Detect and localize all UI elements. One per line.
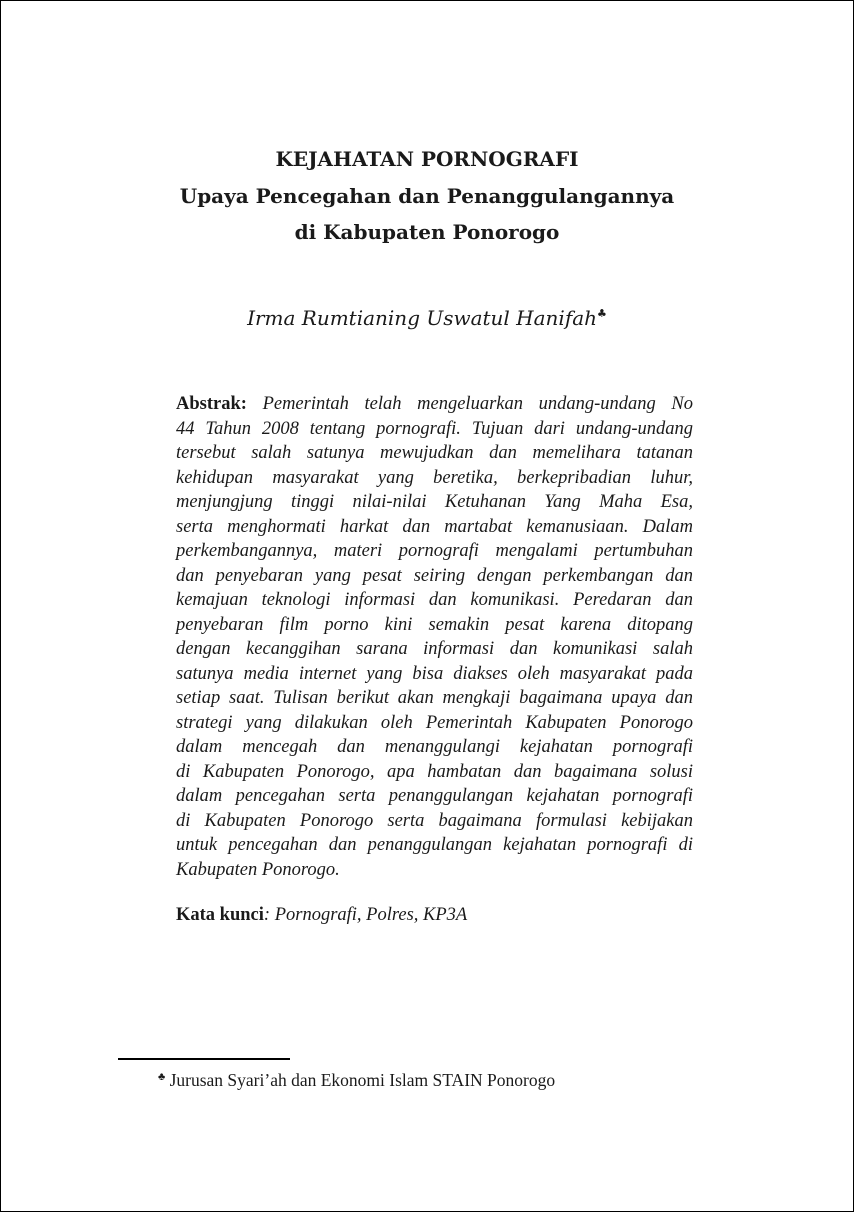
abstract-line: [176, 613, 693, 638]
footnote-rule: [118, 1058, 290, 1060]
article-title: [1, 141, 853, 251]
abstract-line: [176, 417, 693, 442]
abstract-line: [176, 784, 693, 809]
abstract-line: [176, 588, 693, 613]
abstract-line-text: di Kabupaten Ponorogo serta bagaimana formulasi kebijakan: [176, 810, 693, 831]
abstract-line-text: dan penyebaran yang pesat seiring dengan perkembangan dan: [176, 565, 693, 586]
title-subtitle: Upaya Pencegahan dan Penanggulangannya: [179, 183, 675, 208]
abstract-line: [176, 515, 693, 540]
author-name: Irma Rumtianing Uswatul Hanifah: [247, 306, 598, 330]
abstract-line-text: tersebut salah satunya mewujudkan dan memelihara tatanan: [176, 443, 693, 463]
abstract: [176, 392, 693, 882]
abstract-line-text: Pemerintah telah mengeluarkan undang-undang No: [262, 394, 693, 414]
abstract-line: [176, 392, 693, 417]
footnote: [158, 1065, 555, 1092]
abstract-line-text: 44 Tahun 2008 tentang pornografi. Tujuan dari undang-undang: [176, 418, 693, 439]
title-main: KEJAHATAN PORNOGRAFI: [275, 147, 579, 171]
abstract-line-text: di Kabupaten Ponorogo, apa hambatan dan bagaimana solusi: [176, 761, 693, 782]
footnote-mark: ♣: [158, 1071, 166, 1083]
abstract-line-text: dalam mencegah dan menanggulangi kejahatan pornografi: [176, 737, 693, 757]
abstract-line-text: satunya media internet yang bisa diakses oleh masyarakat pada: [176, 663, 693, 684]
abstract-line-text: perkembangannya, materi pornografi mengalami pertumbuhan: [176, 541, 693, 561]
abstract-line-text: Kabupaten Ponorogo.: [176, 859, 340, 880]
abstract-line: [176, 711, 693, 736]
author-line: [1, 298, 853, 334]
abstract-line: [176, 809, 693, 834]
abstract-line-text: setiap saat. Tulisan berikut akan mengkaji bagaimana upaya dan: [176, 688, 693, 708]
abstract-line: [176, 662, 693, 687]
abstract-line: [176, 760, 693, 785]
abstract-line: [176, 858, 693, 883]
keywords: [176, 903, 693, 927]
abstract-line-text: menjungjung tinggi nilai-nilai Ketuhanan Yang Maha Esa,: [176, 492, 693, 512]
abstract-line: [176, 833, 693, 858]
abstract-line: [176, 466, 693, 491]
author-footnote-mark: ♣: [597, 307, 607, 320]
abstract-line-text: kehidupan masyarakat yang beretika, berkepribadian luhur,: [176, 467, 693, 488]
title-location: di Kabupaten Ponorogo: [294, 220, 560, 244]
abstract-line-text: dengan kecanggihan sarana informasi dan komunikasi salah: [176, 639, 693, 659]
keywords-label: Kata kunci: [176, 905, 264, 925]
abstract-line: [176, 564, 693, 589]
abstract-line: [176, 490, 693, 515]
keywords-text: : Pornografi, Polres, KP3A: [263, 905, 468, 925]
abstract-line-text: untuk pencegahan dan penanggulangan kejahatan pornografi di: [176, 835, 693, 855]
abstract-line: [176, 539, 693, 564]
abstract-line-text: penyebaran film porno kini semakin pesat karena ditopang: [176, 614, 693, 635]
abstract-line-text: strategi yang dilakukan oleh Pemerintah Kabupaten Ponorogo: [176, 712, 693, 733]
abstract-line-text: serta menghormati harkat dan martabat kemanusiaan. Dalam: [176, 516, 693, 537]
abstract-line: [176, 735, 693, 760]
abstract-line: [176, 637, 693, 662]
abstract-line: [176, 686, 693, 711]
abstract-line-text: kemajuan teknologi informasi dan komunikasi. Peredaran dan: [176, 590, 693, 610]
abstract-line: [176, 441, 693, 466]
abstract-line-text: dalam pencegahan serta penanggulangan kejahatan pornografi: [176, 786, 693, 806]
abstract-label: Abstrak:: [176, 394, 263, 414]
footnote-text: Jurusan Syari’ah dan Ekonomi Islam STAIN Ponorogo: [165, 1070, 556, 1090]
